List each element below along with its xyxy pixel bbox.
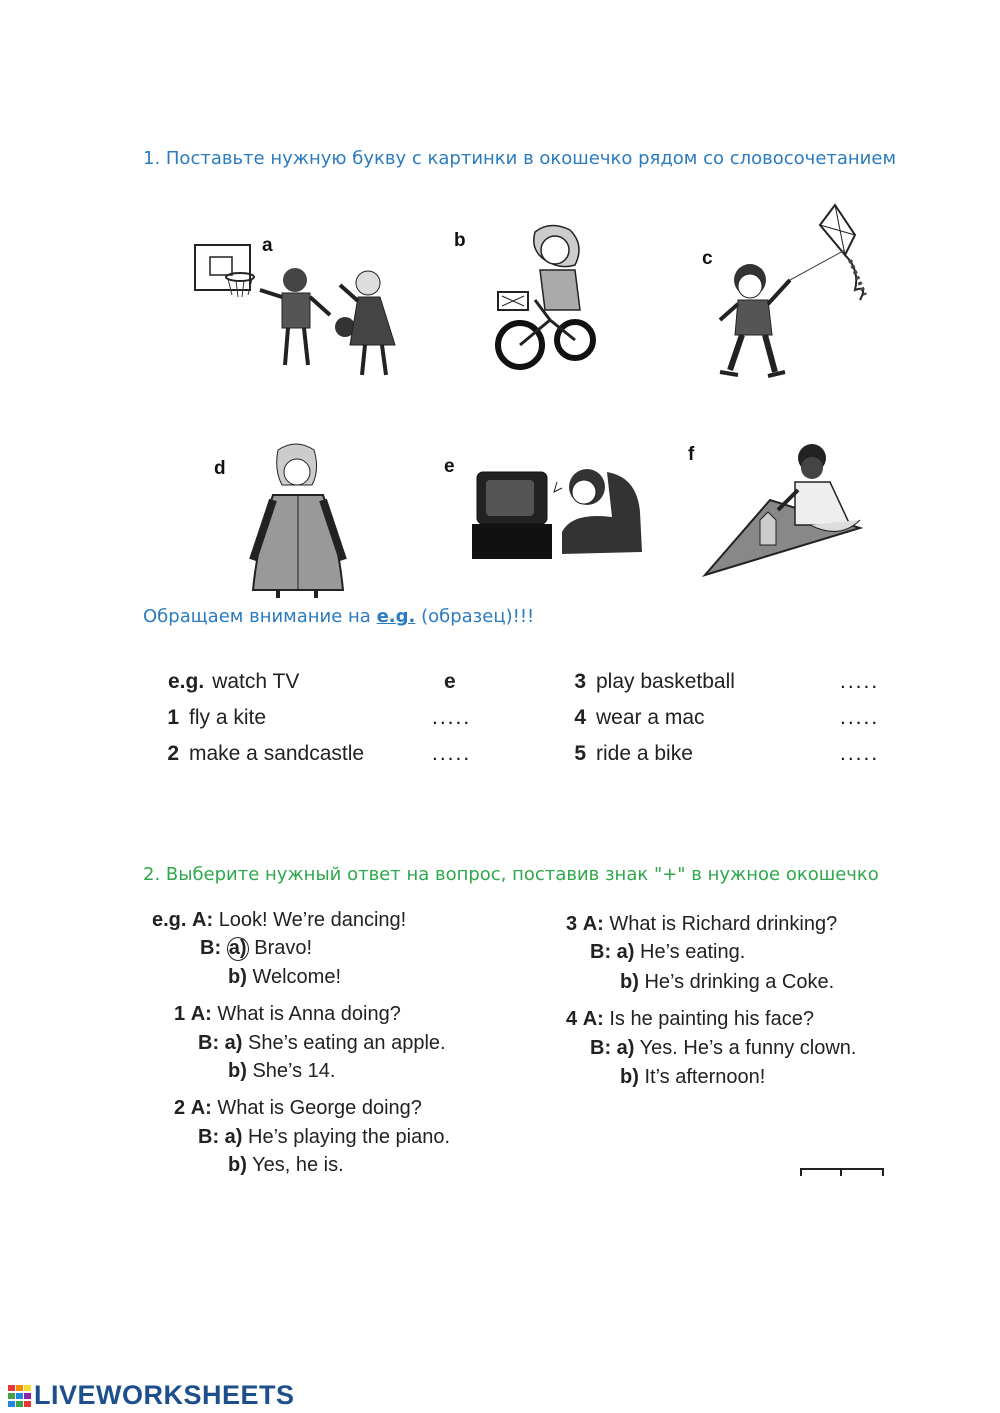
- b-label: B:: [198, 1032, 220, 1054]
- answer-blank-4[interactable]: .....: [840, 706, 880, 729]
- option-text: Bravo!: [254, 937, 313, 959]
- task2-heading: 2. Выберите нужный ответ на вопрос, поставив знак "+" в нужное окошечко: [143, 864, 879, 885]
- item-number: 3: [574, 670, 586, 693]
- example-answer: e: [444, 670, 456, 693]
- question-number: 1: [174, 1003, 186, 1025]
- answer-blank-2[interactable]: .....: [432, 742, 472, 765]
- a-label: A:: [192, 909, 214, 931]
- note-prefix: Обращаем внимание на: [143, 606, 371, 627]
- question-text: What is George doing?: [217, 1097, 422, 1119]
- item-row-5: [560, 742, 693, 766]
- picture-label-f: f: [688, 444, 695, 465]
- question-4: [566, 1008, 814, 1031]
- option-label: a): [224, 1126, 243, 1148]
- question-4-option-a[interactable]: [590, 1037, 856, 1060]
- question-2-option-b[interactable]: [228, 1154, 344, 1177]
- picture-label-e: e: [444, 456, 455, 477]
- b-label: B:: [590, 1037, 612, 1059]
- note-eg: e.g.: [376, 606, 416, 627]
- a-label: A:: [190, 1003, 212, 1025]
- b-label: B:: [200, 937, 222, 959]
- option-label: b): [620, 971, 639, 993]
- item-number: 1: [167, 706, 179, 729]
- item-phrase: wear a mac: [596, 706, 705, 729]
- example-option-a: [200, 937, 312, 961]
- eg-label: e.g.: [152, 909, 187, 931]
- item-row-2: [153, 742, 364, 766]
- option-text: Yes. He’s a funny clown.: [639, 1037, 857, 1059]
- option-text: She’s 14.: [252, 1060, 336, 1082]
- picture-label-d: d: [214, 458, 226, 479]
- option-text: It’s afternoon!: [644, 1066, 766, 1088]
- example-note: [143, 606, 534, 627]
- option-text: Yes, he is.: [252, 1154, 344, 1176]
- example-question: [152, 909, 406, 932]
- picture-label-a: a: [262, 235, 273, 256]
- score-box: [800, 1168, 884, 1176]
- example-label: e.g.: [168, 670, 205, 693]
- logo-grid-icon: [8, 1385, 32, 1407]
- item-phrase: fly a kite: [189, 706, 267, 729]
- example-row: [168, 670, 299, 694]
- liveworksheets-logo: [8, 1380, 295, 1411]
- option-text: Welcome!: [252, 966, 341, 988]
- picture-kite: [710, 200, 890, 385]
- note-suffix: (образец)!!!: [421, 606, 535, 627]
- question-1-option-b[interactable]: [228, 1060, 335, 1083]
- logo-text: LIVEWORKSHEETS: [34, 1380, 295, 1410]
- option-label: b): [228, 1154, 247, 1176]
- a-label: A:: [582, 1008, 604, 1030]
- item-row-4: [560, 706, 705, 730]
- picture-bike: [490, 220, 610, 380]
- example-phrase: watch TV: [212, 670, 300, 693]
- question-3: [566, 913, 837, 936]
- item-number: 4: [574, 706, 586, 729]
- answer-blank-5[interactable]: .....: [840, 742, 880, 765]
- question-text: What is Anna doing?: [217, 1003, 401, 1025]
- option-label: b): [620, 1066, 639, 1088]
- picture-basketball: [190, 235, 420, 385]
- answer-blank-1[interactable]: .....: [432, 706, 472, 729]
- option-text: She’s eating an apple.: [248, 1032, 446, 1054]
- answer-blank-3[interactable]: .....: [840, 670, 880, 693]
- option-label: a): [224, 1032, 243, 1054]
- option-label: b): [228, 966, 247, 988]
- question-text: What is Richard drinking?: [609, 913, 838, 935]
- item-number: 2: [167, 742, 179, 765]
- item-number: 5: [574, 742, 586, 765]
- question-2-option-a[interactable]: [198, 1126, 450, 1149]
- question-number: 3: [566, 913, 578, 935]
- item-row-1: [153, 706, 266, 730]
- option-text: He’s playing the piano.: [248, 1126, 451, 1148]
- item-row-3: [560, 670, 735, 694]
- picture-sandcastle: [700, 440, 865, 578]
- option-text: He’s eating.: [640, 941, 746, 963]
- picture-label-b: b: [454, 230, 466, 251]
- a-label: A:: [190, 1097, 212, 1119]
- task1-heading: 1. Поставьте нужную букву с картинки в окошечко рядом со словосочетанием: [143, 148, 897, 169]
- question-2: [174, 1097, 422, 1120]
- picture-mac: [238, 440, 358, 598]
- picture-label-c: c: [702, 248, 713, 269]
- option-label: a): [616, 941, 635, 963]
- circled-option-a: a): [227, 937, 249, 961]
- picture-tv: [462, 462, 647, 562]
- item-phrase: ride a bike: [596, 742, 693, 765]
- option-label: b): [228, 1060, 247, 1082]
- question-number: 2: [174, 1097, 186, 1119]
- question-text: Look! We’re dancing!: [218, 909, 407, 931]
- item-phrase: play basketball: [596, 670, 735, 693]
- example-option-b: [228, 966, 341, 989]
- a-label: A:: [582, 913, 604, 935]
- question-3-option-b[interactable]: [620, 971, 834, 994]
- option-label: a): [616, 1037, 635, 1059]
- b-label: B:: [590, 941, 612, 963]
- option-text: He’s drinking a Coke.: [644, 971, 835, 993]
- question-number: 4: [566, 1008, 578, 1030]
- b-label: B:: [198, 1126, 220, 1148]
- question-3-option-a[interactable]: [590, 941, 745, 964]
- question-text: Is he painting his face?: [609, 1008, 814, 1030]
- question-1-option-a[interactable]: [198, 1032, 446, 1055]
- question-1: [174, 1003, 401, 1026]
- item-phrase: make a sandcastle: [189, 742, 365, 765]
- question-4-option-b[interactable]: [620, 1066, 765, 1089]
